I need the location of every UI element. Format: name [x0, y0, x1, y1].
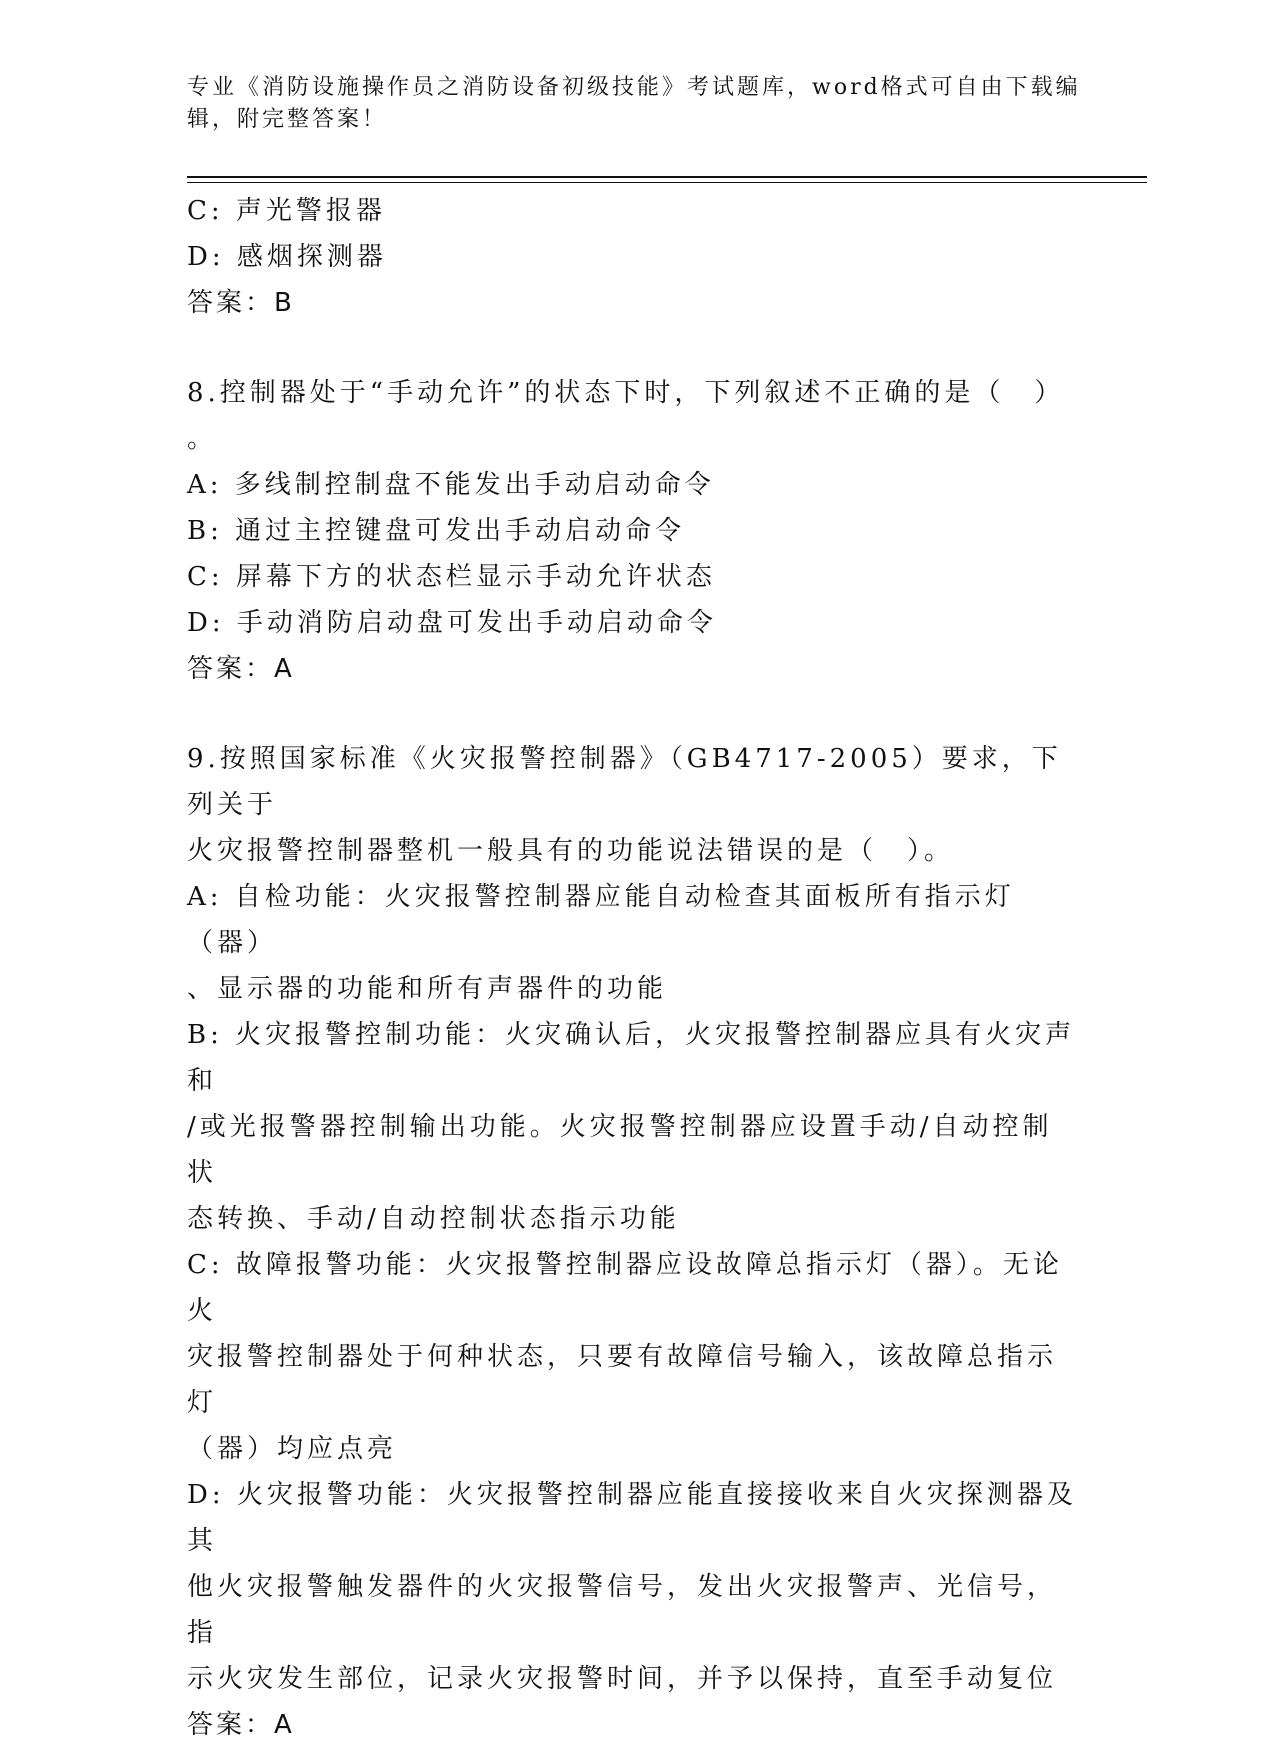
option-c: C: 故障报警功能：火灾报警控制器应设故障总指示灯（器）。无论火 [187, 1250, 1063, 1326]
option-b-cont: /或光报警器控制输出功能。火灾报警控制器应设置手动/自动控制状 [187, 1112, 1053, 1188]
option-d: D: 感烟探测器 [187, 242, 387, 272]
option-b: B: 火灾报警控制功能：火灾确认后，火灾报警控制器应具有火灾声和 [187, 1020, 1076, 1096]
option-b-cont: 态转换、手动/自动控制状态指示功能 [187, 1204, 680, 1234]
question-stem: 火灾报警控制器整机一般具有的功能说法错误的是（ ）。 [187, 836, 955, 866]
answer-label: 答案：A [187, 654, 295, 684]
question-9 [187, 736, 1077, 1748]
question-8 [187, 370, 1077, 692]
option-d: D: 手动消防启动盘可发出手动启动命令 [187, 608, 717, 638]
option-a: A: 多线制控制盘不能发出手动启动命令 [187, 470, 715, 500]
option-a-cont: 、显示器的功能和所有声器件的功能 [187, 974, 668, 1004]
option-a: A: 自检功能：火灾报警控制器应能自动检查其面板所有指示灯（器） [187, 882, 1015, 958]
document-body [187, 188, 1077, 1748]
option-d-cont: 他火灾报警触发器件的火灾报警信号，发出火灾报警声、光信号，指 [187, 1572, 1058, 1648]
question-stem: 9.按照国家标准《火灾报警控制器》（GB4717-2005）要求，下列关于 [187, 744, 1062, 820]
option-c: C: 屏幕下方的状态栏显示手动允许状态 [187, 562, 716, 592]
answer-label: 答案：A [187, 1710, 295, 1740]
header-rule-thin [187, 182, 1147, 183]
prev-question-block [187, 188, 1077, 326]
answer-label: 答案：B [187, 288, 295, 318]
option-c: C: 声光警报器 [187, 196, 386, 226]
question-stem: 8.控制器处于“手动允许”的状态下时，下列叙述不正确的是（ ） [187, 378, 1065, 408]
header-rule-thick [187, 176, 1147, 178]
document-header: 专业《消防设施操作员之消防设备初级技能》考试题库，word格式可自由下载编辑，附完整答案！ [187, 75, 1081, 132]
option-d-cont: 示火灾发生部位，记录火灾报警时间，并予以保持，直至手动复位 [187, 1664, 1058, 1694]
option-c-cont: 灾报警控制器处于何种状态，只要有故障信号输入，该故障总指示灯 [187, 1342, 1058, 1418]
option-d: D: 火灾报警功能：火灾报警控制器应能直接接收来自火灾探测器及其 [187, 1480, 1077, 1556]
question-stem: 。 [187, 424, 218, 454]
option-c-cont: （器）均应点亮 [187, 1434, 398, 1464]
option-b: B: 通过主控键盘可发出手动启动命令 [187, 516, 686, 546]
